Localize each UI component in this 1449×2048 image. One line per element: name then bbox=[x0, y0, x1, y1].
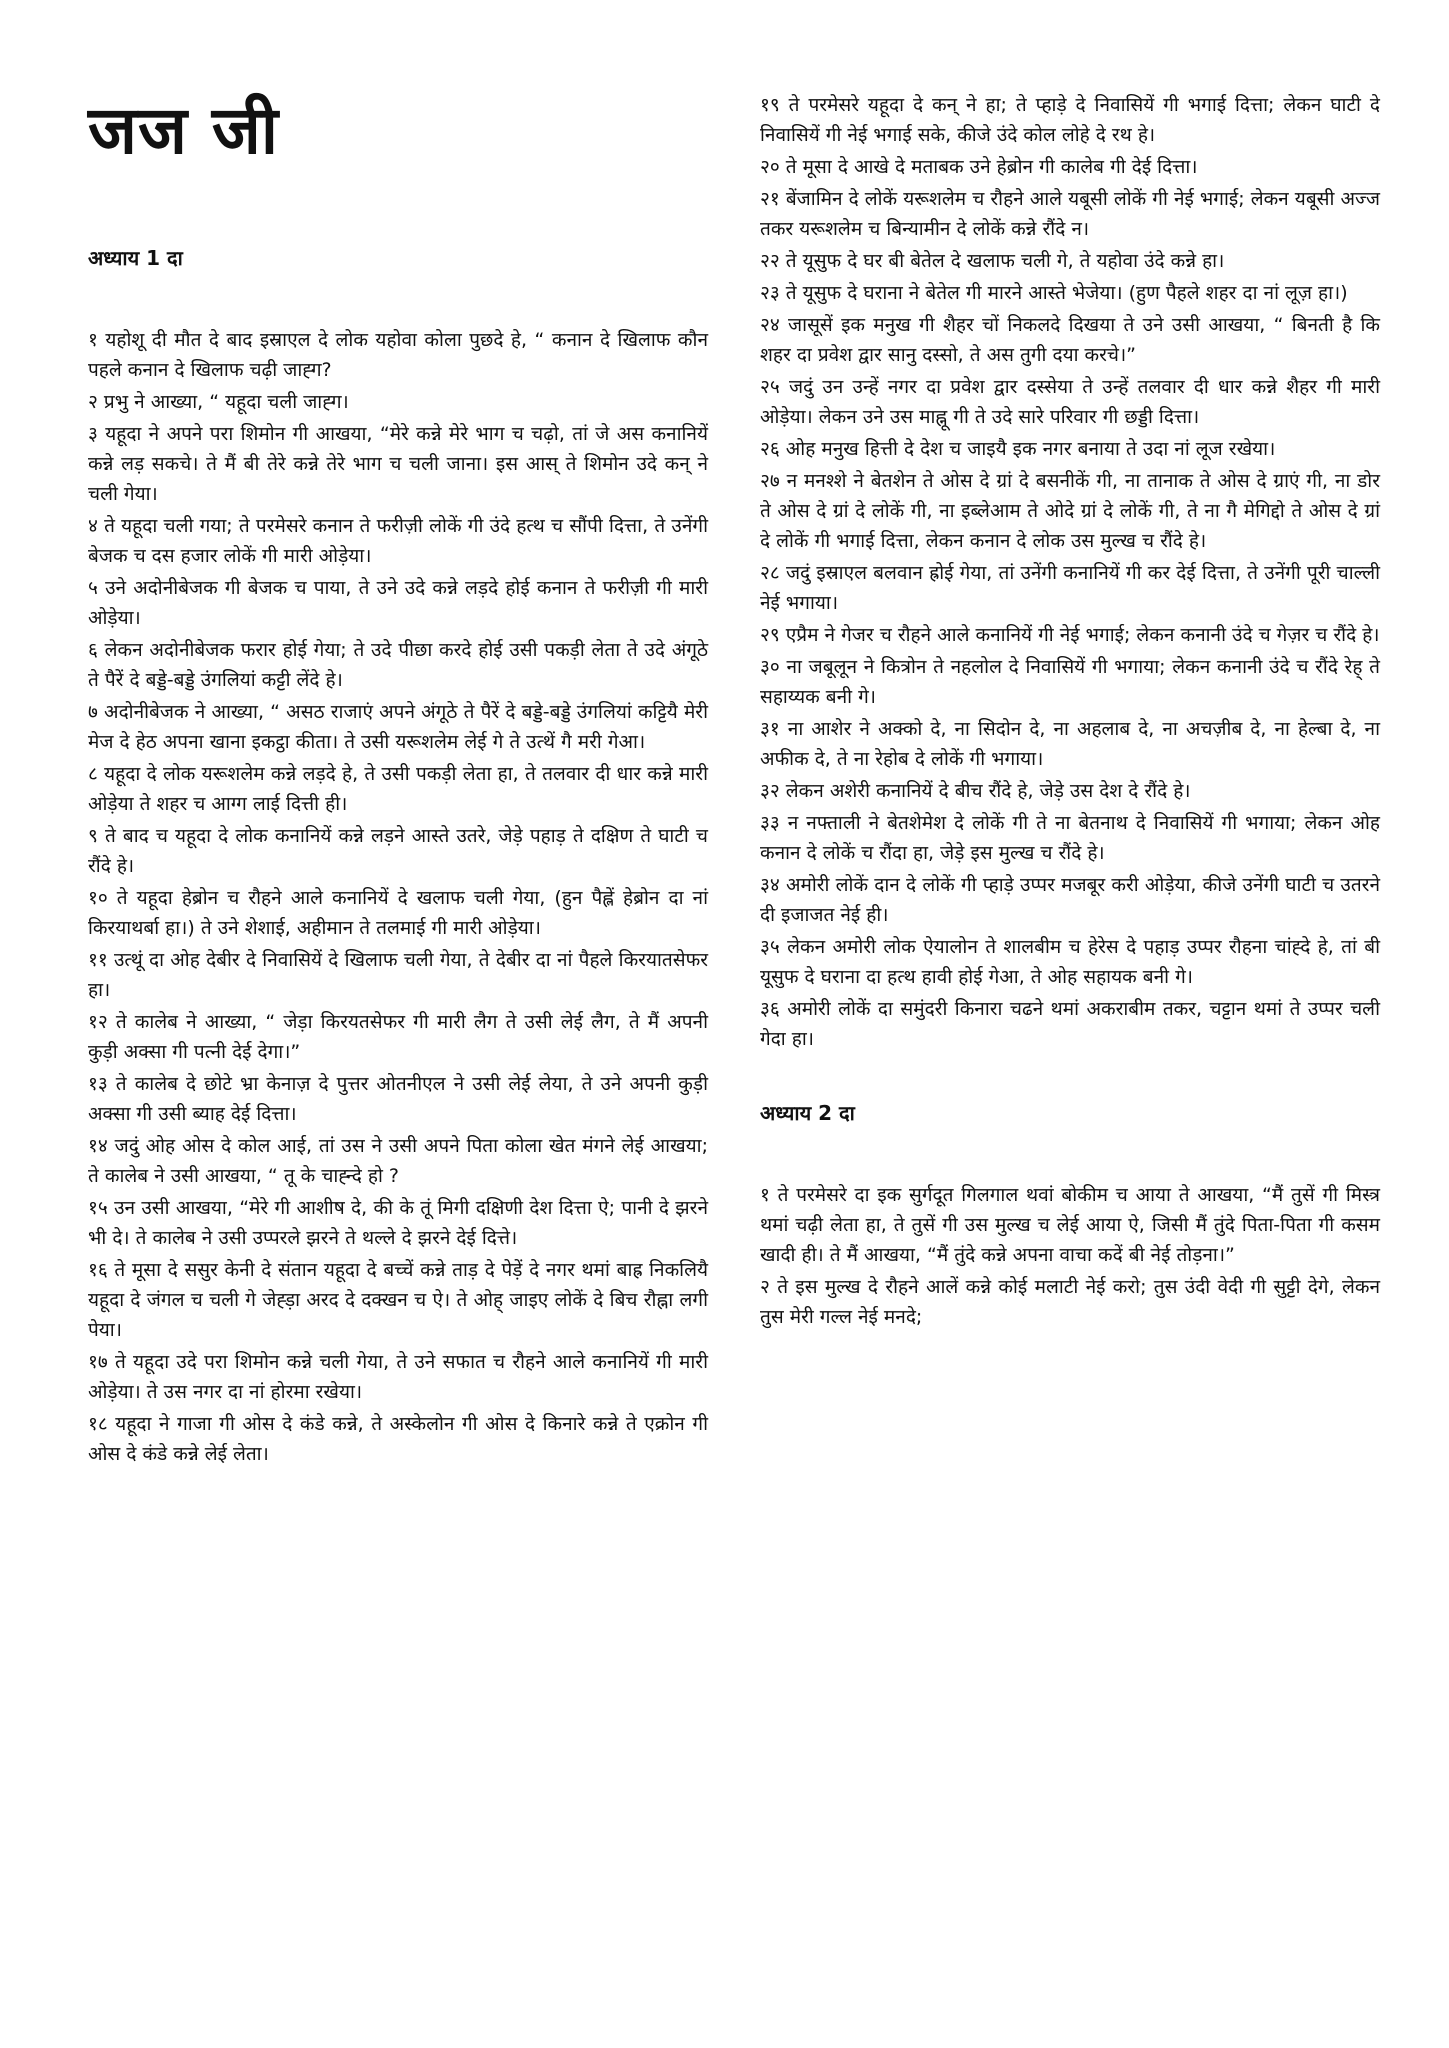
verse: ५ उने अदोनीबेजक गी बेजक च पाया, ते उने उदे कन्ने लड़दे होई कनान ते फरीज़ी गी मारी ओड़ेया। bbox=[88, 577, 708, 629]
verse: १० ते यहूदा हेब्रोन च रौहने आले कनानियें दे खलाफ चली गेया, (हुन पैह्लें हेब्रोन दा नां किरयाथर्बा हा।) ते उने शेशाई, अहीमान ते तलमाई गी मारी ओड़ेया। bbox=[88, 887, 708, 939]
verse: १४ जदुं ओह ओस दे कोल आई, तां उस ने उसी अपने पिता कोला खेत मंगने लेई आखया; ते कालेब ने उसी आखया, “ तू के चाह्न्दे हो ? bbox=[88, 1135, 708, 1187]
verse: ८ यहूदा दे लोक यरूशलेम कन्ने लड़दे हे, ते उसी पकड़ी लेता हा, ते तलवार दी धार कन्ने मारी ओड़ेया ते शहर च आग्ग लाई दित्ती ही। bbox=[88, 763, 708, 815]
verse: २७ न मनश्शे ने बेतशेन ते ओस दे ग्रां दे बसनीकें गी, ना तानाक ते ओस दे ग्राएं गी, ना डोर ते ओस दे ग्रां दे लोकें गी, ना इब्लेआम ते ओदे ग्रां दे लोकें गी, ते ना गै मेगिद्दो ते ओस दे ग्रां दे लोकें गी भगाई दित्ता, लेकन कनान दे लोक उस मुल्ख च रौंदे हे। bbox=[760, 470, 1380, 552]
book-title: जज जी bbox=[88, 92, 279, 169]
verse: १ ते परमेसरे दा इक सुर्गदूत गिलगाल थवां बोकीम च आया ते आखया, “मैं तुसें गी मिस्त्र थमां चढ़ी लेता हा, ते तुसें गी उस मुल्ख च लेई आया ऐ, जिसी मैं तुंदे पिता-पिता गी कसम खादी ही। ते मैं आखया, “मैं तुंदे कन्ने अपना वाचा कदें बी नेई तोड़ना।” bbox=[760, 1184, 1380, 1266]
verse: ३२ लेकन अशेरी कनानियें दे बीच रौंदे हे, जेड़े उस देश दे रौंदे हे। bbox=[760, 780, 1191, 802]
verse: ९ ते बाद च यहूदा दे लोक कनानियें कन्ने लड़ने आस्ते उतरे, जेड़े पहाड़ ते दक्षिण ते घाटी च रौंदे हे। bbox=[88, 825, 709, 877]
verse: २६ ओह मनुख हित्ती दे देश च जाइयै इक नगर बनाया ते उदा नां लूज रखेया। bbox=[760, 438, 1276, 460]
verse: १ यहोशू दी मौत दे बाद इस्राएल दे लोक यहोवा कोला पुछदे हे, “ कनान दे खिलाफ कौन पहले कनान दे खिलाफ चढ़ी जाह्ग? bbox=[88, 329, 708, 381]
verse: १७ ते यहूदा उदे परा शिमोन कन्ने चली गेया, ते उने सफात च रौहने आले कनानियें गी मारी ओड़ेया। ते उस नगर दा नां होरमा रखेया। bbox=[88, 1351, 708, 1403]
verse: १५ उन उसी आखया, “मेरे गी आशीष दे, की के तूं मिगी दक्षिणी देश दित्ता ऐ; पानी दे झरने भी दे। ते कालेब ने उसी उप्परले झरने ते थल्ले दे झरने देई दित्ते। bbox=[88, 1197, 708, 1249]
verse: ३५ लेकन अमोरी लोक ऐयालोन ते शालबीम च हेरेस दे पहाड़ उप्पर रौहना चांह्दे हे, तां बी यूसुफ दे घराना दा हत्थ हावी होई गेआ, ते ओह सहायक बनी गे। bbox=[760, 936, 1380, 988]
verse: ३४ अमोरी लोकें दान दे लोकें गी प्हाड़े उप्पर मजबूर करी ओड़ेया, कीजे उनेंगी घाटी च उतरने दी इजाजत नेई ही। bbox=[760, 874, 1380, 926]
verse: १९ ते परमेसरे यहूदा दे कन् ने हा; ते प्हाड़े दे निवासियें गी भगाई दित्ता; लेकन घाटी दे निवासियें गी नेई भगाई सके, कीजे उंदे कोल लोहे दे रथ हे। bbox=[760, 94, 1380, 146]
verse: ७ अदोनीबेजक ने आख्या, “ असठ राजाएं अपने अंगूठे ते पैरें दे बड्डे-बड्डे उंगलियां कट्टियै मेरी मेज दे हेठ अपना खाना इकट्ठा कीता। ते उसी यरूशलेम लेई गे ते उत्थें गै मरी गेआ। bbox=[88, 701, 708, 753]
verse: ३ यहूदा ने अपने परा शिमोन गी आखया, “मेरे कन्ने मेरे भाग च चढ़ो, तां जे अस कनानियें कन्ने लड़ सकचे। ते मैं बी तेरे कन्ने तेरे भाग च चली जाना। इस आस् ते शिमोन उदे कन् ने चली गेया। bbox=[88, 423, 708, 505]
verse: २१ बेंजामिन दे लोकें यरूशलेम च रौहने आले यबूसी लोकें गी नेई भगाई; लेकन यबूसी अज्ज तकर यरूशलेम च बिन्यामीन दे लोकें कन्ने रौंदे न। bbox=[760, 188, 1380, 240]
verse: २० ते मूसा दे आखे दे मताबक उने हेब्रोन गी कालेब गी देई दित्ता। bbox=[760, 156, 1198, 178]
verse: ४ ते यहूदा चली गया; ते परमेसरे कनान ते फरीज़ी लोकें गी उंदे हत्थ च सौंपी दित्ता, ते उनेंगी बेजक च दस हजार लोकें गी मारी ओड़ेया। bbox=[88, 515, 708, 567]
verse: ३६ अमोरी लोकें दा समुंदरी किनारा चढने थमां अकराबीम तकर, चट्टान थमां ते उप्पर चली गेदा हा। bbox=[760, 998, 1380, 1050]
verse: १६ ते मूसा दे ससुर केनी दे संतान यहूदा दे बच्चें कन्ने ताड़ दे पेड़ें दे नगर थमां बाह्र निकलियै यहूदा दे जंगल च चली गे जेह्ड़ा अरद दे दक्खन च ऐ। ते ओह् जाइए लोकें दे बिच रौह्ना लगी पेया। bbox=[88, 1259, 708, 1341]
verse: १३ ते कालेब दे छोटे भ्रा केनाज़ दे पुत्तर ओतनीएल ने उसी लेई लेया, ते उने अपनी कुड़ी अक्सा गी उसी ब्याह देई दित्ता। bbox=[88, 1073, 708, 1125]
verse: ३३ न नफ्ताली ने बेतशेमेश दे लोकें गी ते ना बेतनाथ दे निवासियें गी भगाया; लेकन ओह कनान दे लोकें च रौंदा हा, जेड़े इस मुल्ख च रौंदे हे। bbox=[760, 812, 1380, 864]
verse: ३१ ना आशेर ने अक्को दे, ना सिदोन दे, ना अहलाब दे, ना अचज़ीब दे, ना हेल्बा दे, ना अफीक दे, ते ना रेहोब दे लोकें गी भगाया। bbox=[760, 718, 1380, 770]
verse: २ ते इस मुल्ख दे रौहने आलें कन्ने कोई मलाटी नेई करो; तुस उंदी वेदी गी सुट्टी देगे, लेकन तुस मेरी गल्ल नेई मनदे; bbox=[760, 1276, 1380, 1328]
verse: २३ ते यूसुफ दे घराना ने बेतेल गी मारने आस्ते भेजेया। (हुण पैहले शहर दा नां लूज़ हा।) bbox=[760, 282, 1348, 304]
verse: २९ एप्रैम ने गेजर च रौहने आले कनानियें गी नेई भगाई; लेकन कनानी उंदे च गेज़र च रौंदे हे। bbox=[760, 624, 1380, 646]
verse: २४ जासूसें इक मनुख गी शैहर चों निकलदे दिखया ते उने उसी आखया, “ बिनती है कि शहर दा प्रवेश द्वार सानु दस्सो, ते अस तुगी दया करचे।” bbox=[760, 314, 1380, 366]
verse: २ प्रभु ने आख्या, “ यहूदा चली जाह्ग। bbox=[88, 391, 349, 413]
verse: ३० ना जबूलून ने कित्रोन ते नहलोल दे निवासियें गी भगाया; लेकन कनानी उंदे च रौंदे रेह् ते सहाय्यक बनी गे। bbox=[760, 656, 1380, 708]
verse: ६ लेकन अदोनीबेजक फरार होई गेया; ते उदे पीछा करदे होई उसी पकड़ी लेता ते उदे अंगूठे ते पैरें दे बड्डे-बड्डे उंगलियां कट्टी लेंदे हे। bbox=[88, 639, 708, 691]
chapter-2-heading: अध्याय 2 दा bbox=[760, 1101, 855, 1125]
verse: २२ ते यूसुफ दे घर बी बेतेल दे खलाफ चली गे, ते यहोवा उंदे कन्ने हा। bbox=[760, 250, 1225, 272]
verse: २८ जदुं इस्राएल बलवान ह्रोई गेया, तां उनेंगी कनानियें गी कर देई दित्ता, ते उनेंगी पूरी चाल्ली नेई भगाया। bbox=[760, 562, 1380, 614]
chapter-1-heading: अध्याय 1 दा bbox=[88, 246, 183, 270]
verse: २५ जदुं उन उन्हें नगर दा प्रवेश द्वार दस्सेया ते उन्हें तलवार दी धार कन्ने शैहर गी मारी ओड़ेया। लेकन उने उस माह्नू गी ते उदे सारे परिवार गी छड्डी दित्ता। bbox=[760, 376, 1380, 428]
verse: १२ ते कालेब ने आख्या, “ जेड़ा किरयतसेफर गी मारी लैग ते उसी लेई लैग, ते मैं अपनी कुड़ी अक्सा गी पत्नी देई देगा।” bbox=[88, 1011, 708, 1063]
verse: १८ यहूदा ने गाजा गी ओस दे कंडे कन्ने, ते अस्केलोन गी ओस दे किनारे कन्ने ते एक्रोन गी ओस दे कंडे कन्ने लेई लेता। bbox=[88, 1413, 708, 1465]
verse: ११ उत्थूं दा ओह देबीर दे निवासियें दे खिलाफ चली गेया, ते देबीर दा नां पैहले किरयातसेफर हा। bbox=[88, 949, 708, 1001]
